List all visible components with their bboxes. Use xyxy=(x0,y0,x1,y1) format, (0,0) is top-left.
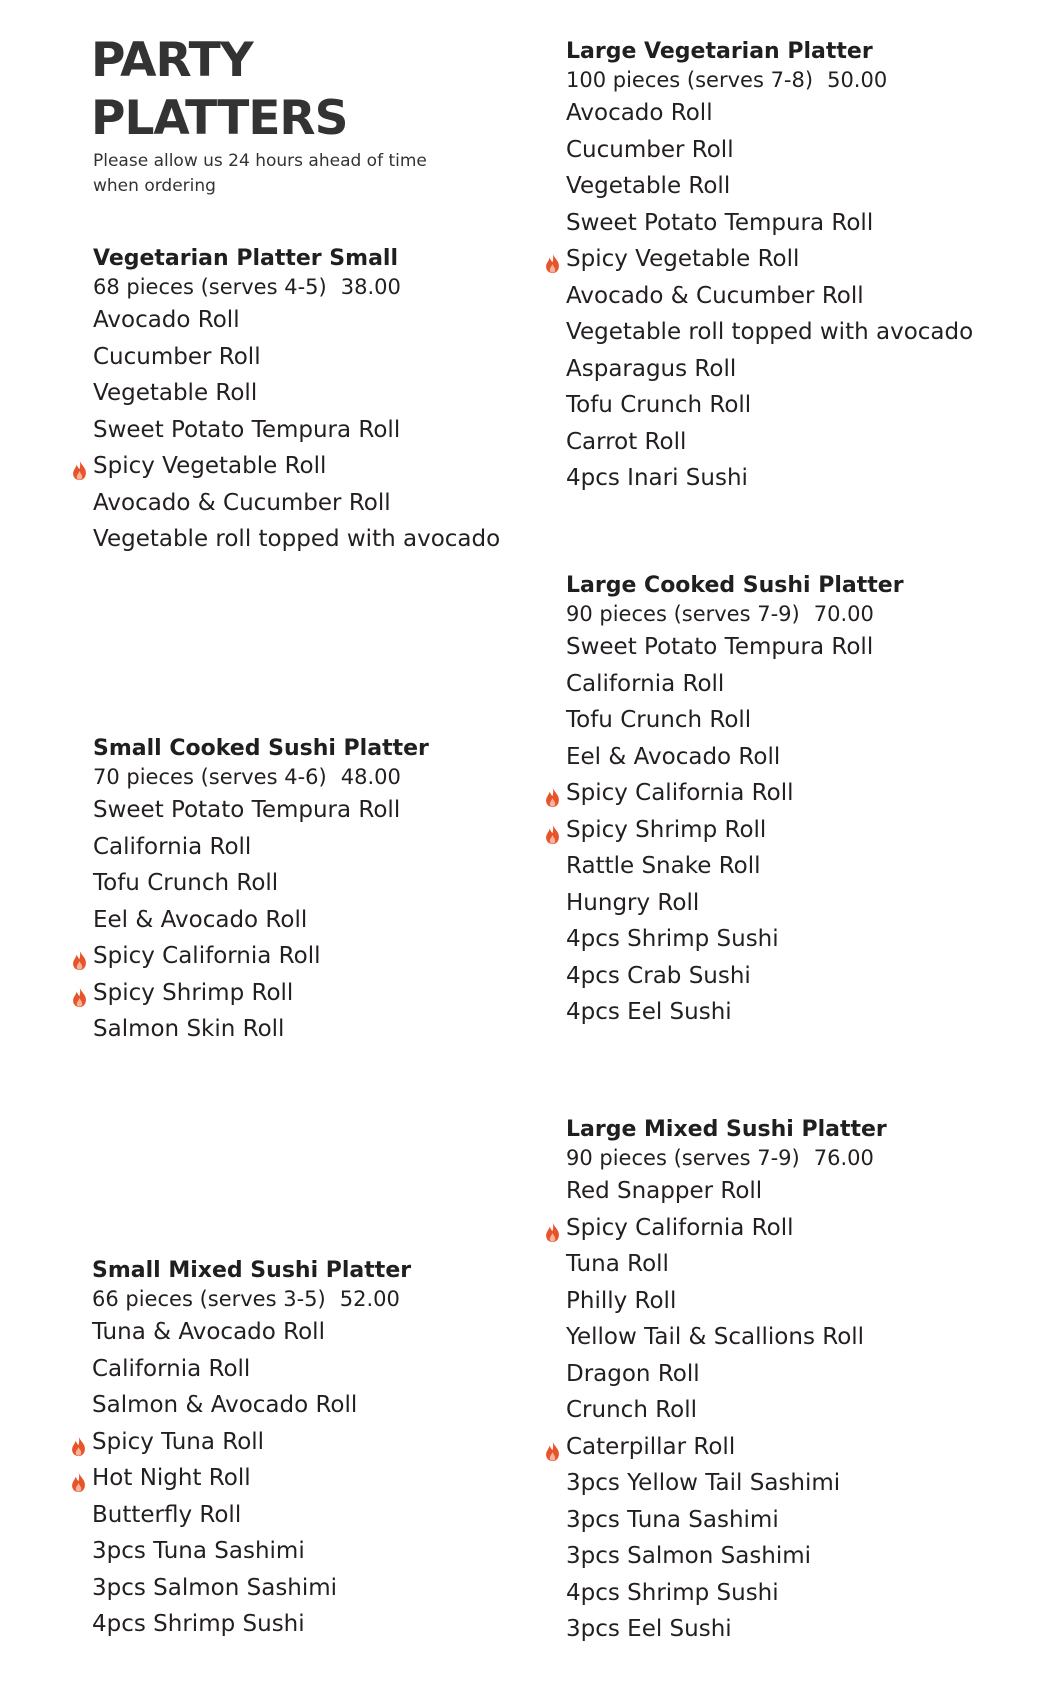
list-item xyxy=(566,958,904,995)
list-item xyxy=(566,460,973,497)
list-item xyxy=(566,351,973,388)
ordering-note: Please allow us 24 hours ahead of time when ordering xyxy=(93,151,427,196)
list-item xyxy=(566,278,973,315)
page-title xyxy=(91,32,347,148)
item-label: Tuna Roll xyxy=(566,1251,669,1277)
page-title-line2: PLATTERS xyxy=(91,91,348,146)
item-label: 4pcs Inari Sushi xyxy=(566,465,748,491)
flame-icon xyxy=(70,946,89,968)
item-label: Spicy Shrimp Roll xyxy=(93,979,294,1006)
platter-title: Large Cooked Sushi Platter xyxy=(566,573,904,598)
platter-pieces: 100 pieces (serves 7-8) xyxy=(566,68,814,92)
item-label: Tofu Crunch Roll xyxy=(93,870,279,896)
list-item xyxy=(93,975,429,1012)
item-label: Sweet Potato Tempura Roll xyxy=(566,209,874,236)
item-label: Spicy Tuna Roll xyxy=(92,1428,265,1455)
item-label: Yellow Tail & Scallions Roll xyxy=(566,1324,865,1350)
item-label: Crunch Roll xyxy=(566,1397,698,1423)
item-label: 3pcs Yellow Tail Sashimi xyxy=(566,1470,841,1496)
list-item xyxy=(566,1283,887,1320)
item-label: Philly Roll xyxy=(566,1287,677,1314)
item-label: 3pcs Salmon Sashimi xyxy=(566,1543,812,1569)
item-label: Butterfly Roll xyxy=(92,1501,242,1528)
list-item xyxy=(566,629,904,666)
item-label: Tofu Crunch Roll xyxy=(566,392,752,418)
list-item xyxy=(92,1314,411,1351)
item-label: 4pcs Shrimp Sushi xyxy=(566,926,779,952)
platter-pieces: 66 pieces (serves 3-5) xyxy=(92,1287,326,1311)
list-item xyxy=(566,1246,887,1283)
item-label: Vegetable Roll xyxy=(566,173,731,199)
item-label: Avocado & Cucumber Roll xyxy=(93,489,391,516)
list-item xyxy=(566,1538,887,1575)
platter-section-cooked-large xyxy=(566,571,904,1031)
list-item xyxy=(566,775,904,812)
item-label: 4pcs Crab Sushi xyxy=(566,962,751,989)
platter-price: 48.00 xyxy=(340,765,401,789)
list-item xyxy=(566,739,904,776)
list-item xyxy=(566,1356,887,1393)
flame-icon xyxy=(70,456,89,478)
item-label: Spicy California Roll xyxy=(566,780,794,806)
flame-icon xyxy=(543,1437,562,1459)
platter-price: 70.00 xyxy=(813,602,874,626)
item-label: Caterpillar Roll xyxy=(566,1433,736,1460)
item-label: Cucumber Roll xyxy=(566,136,734,163)
item-label: Cucumber Roll xyxy=(93,343,261,370)
list-item xyxy=(566,885,904,922)
list-item xyxy=(566,1173,887,1210)
list-item xyxy=(92,1424,411,1461)
item-label: Hot Night Roll xyxy=(92,1465,251,1491)
list-item xyxy=(566,702,904,739)
list-item xyxy=(92,1460,411,1497)
item-label: Salmon Skin Roll xyxy=(93,1016,285,1042)
platter-price: 76.00 xyxy=(813,1146,874,1170)
item-label: 4pcs Shrimp Sushi xyxy=(566,1579,779,1606)
item-label: California Roll xyxy=(93,833,252,860)
item-label: Hungry Roll xyxy=(566,889,700,916)
list-item xyxy=(92,1533,411,1570)
platter-meta xyxy=(566,600,904,629)
item-label: Sweet Potato Tempura Roll xyxy=(93,797,401,823)
list-item xyxy=(566,921,904,958)
list-item xyxy=(566,314,973,351)
list-item xyxy=(93,865,429,902)
list-item xyxy=(92,1606,411,1643)
list-item xyxy=(566,1575,887,1612)
list-item xyxy=(566,1392,887,1429)
platter-title: Large Mixed Sushi Platter xyxy=(566,1117,887,1142)
platter-pieces: 70 pieces (serves 4-6) xyxy=(93,765,327,789)
platter-meta xyxy=(92,1285,411,1314)
platter-title: Large Vegetarian Platter xyxy=(566,39,873,64)
list-item xyxy=(93,792,429,829)
item-label: Avocado & Cucumber Roll xyxy=(566,282,864,309)
item-label: Vegetable roll topped with avocado xyxy=(566,319,974,345)
page-title-line1: PARTY xyxy=(91,33,253,88)
list-item xyxy=(566,1502,887,1539)
platter-title: Small Mixed Sushi Platter xyxy=(92,1258,412,1283)
list-item xyxy=(93,412,500,449)
item-label: Rattle Snake Roll xyxy=(566,853,761,879)
item-label: Asparagus Roll xyxy=(566,355,737,382)
item-label: Spicy Vegetable Roll xyxy=(566,246,800,272)
list-item xyxy=(566,1210,887,1247)
list-item xyxy=(92,1570,411,1607)
item-label: 3pcs Eel Sushi xyxy=(566,1616,732,1642)
platter-section-vegetarian-large xyxy=(566,37,973,497)
list-item xyxy=(566,666,904,703)
list-item xyxy=(93,339,500,376)
flame-icon xyxy=(70,983,89,1005)
item-label: Sweet Potato Tempura Roll xyxy=(93,416,401,443)
list-item xyxy=(566,95,973,132)
list-item xyxy=(93,1011,429,1048)
list-item xyxy=(566,848,904,885)
list-item xyxy=(566,387,973,424)
platter-pieces: 68 pieces (serves 4-5) xyxy=(93,275,327,299)
platter-section-mixed-large xyxy=(566,1115,887,1648)
item-label: Avocado Roll xyxy=(566,100,713,126)
list-item xyxy=(93,521,500,558)
platter-meta xyxy=(93,763,429,792)
list-item xyxy=(566,424,973,461)
list-item xyxy=(566,1319,887,1356)
platter-meta xyxy=(93,273,500,302)
flame-icon xyxy=(543,820,562,842)
item-label: Vegetable roll topped with avocado xyxy=(93,526,501,552)
flame-icon xyxy=(69,1468,88,1490)
item-label: California Roll xyxy=(566,670,725,697)
item-label: 3pcs Tuna Sashimi xyxy=(566,1506,779,1533)
item-label: Tofu Crunch Roll xyxy=(566,707,752,733)
list-item xyxy=(93,375,500,412)
platter-items-list xyxy=(93,302,500,558)
platter-meta xyxy=(566,66,973,95)
item-label: Vegetable Roll xyxy=(93,380,258,406)
flame-icon xyxy=(543,1218,562,1240)
list-item xyxy=(566,812,904,849)
item-label: Spicy Shrimp Roll xyxy=(566,816,767,843)
item-label: Sweet Potato Tempura Roll xyxy=(566,634,874,660)
platter-items-list xyxy=(566,95,973,497)
platter-items-list xyxy=(93,792,429,1048)
list-item xyxy=(566,241,973,278)
list-item xyxy=(566,132,973,169)
platter-pieces: 90 pieces (serves 7-9) xyxy=(566,602,800,626)
list-item xyxy=(93,902,429,939)
flame-icon xyxy=(543,249,562,271)
list-item xyxy=(566,168,973,205)
platter-items-list xyxy=(566,629,904,1031)
item-label: 3pcs Salmon Sashimi xyxy=(92,1574,338,1601)
list-item xyxy=(566,1465,887,1502)
list-item xyxy=(93,938,429,975)
platter-items-list xyxy=(566,1173,887,1648)
item-label: 4pcs Eel Sushi xyxy=(566,999,732,1025)
platter-price: 38.00 xyxy=(340,275,401,299)
item-label: Salmon & Avocado Roll xyxy=(92,1392,358,1418)
platter-section-vegetarian-small xyxy=(93,244,500,558)
item-label: 4pcs Shrimp Sushi xyxy=(92,1611,305,1637)
list-item xyxy=(93,302,500,339)
item-label: Eel & Avocado Roll xyxy=(566,743,781,770)
item-label: Spicy California Roll xyxy=(566,1214,794,1241)
list-item xyxy=(93,485,500,522)
flame-icon xyxy=(543,783,562,805)
item-label: Avocado Roll xyxy=(93,307,240,333)
item-label: 3pcs Tuna Sashimi xyxy=(92,1538,305,1564)
item-label: Dragon Roll xyxy=(566,1360,700,1387)
item-label: Tuna & Avocado Roll xyxy=(92,1319,325,1345)
list-item xyxy=(566,1429,887,1466)
platter-price: 52.00 xyxy=(339,1287,400,1311)
platter-title: Vegetarian Platter Small xyxy=(93,246,399,271)
list-item xyxy=(566,994,904,1031)
platter-title: Small Cooked Sushi Platter xyxy=(93,736,429,761)
list-item xyxy=(566,205,973,242)
list-item xyxy=(93,829,429,866)
item-label: Spicy Vegetable Roll xyxy=(93,453,327,479)
platter-items-list xyxy=(92,1314,411,1643)
list-item xyxy=(92,1351,411,1388)
list-item xyxy=(92,1387,411,1424)
flame-icon xyxy=(69,1432,88,1454)
platter-meta xyxy=(566,1144,887,1173)
platter-section-cooked-small xyxy=(93,734,429,1048)
platter-price: 50.00 xyxy=(827,68,888,92)
item-label: Eel & Avocado Roll xyxy=(93,906,308,933)
item-label: Carrot Roll xyxy=(566,428,687,455)
platter-section-mixed-small xyxy=(92,1256,411,1643)
list-item xyxy=(566,1611,887,1648)
item-label: California Roll xyxy=(92,1355,251,1382)
list-item xyxy=(93,448,500,485)
item-label: Red Snapper Roll xyxy=(566,1178,763,1204)
platter-pieces: 90 pieces (serves 7-9) xyxy=(566,1146,800,1170)
item-label: Spicy California Roll xyxy=(93,943,321,969)
list-item xyxy=(92,1497,411,1534)
